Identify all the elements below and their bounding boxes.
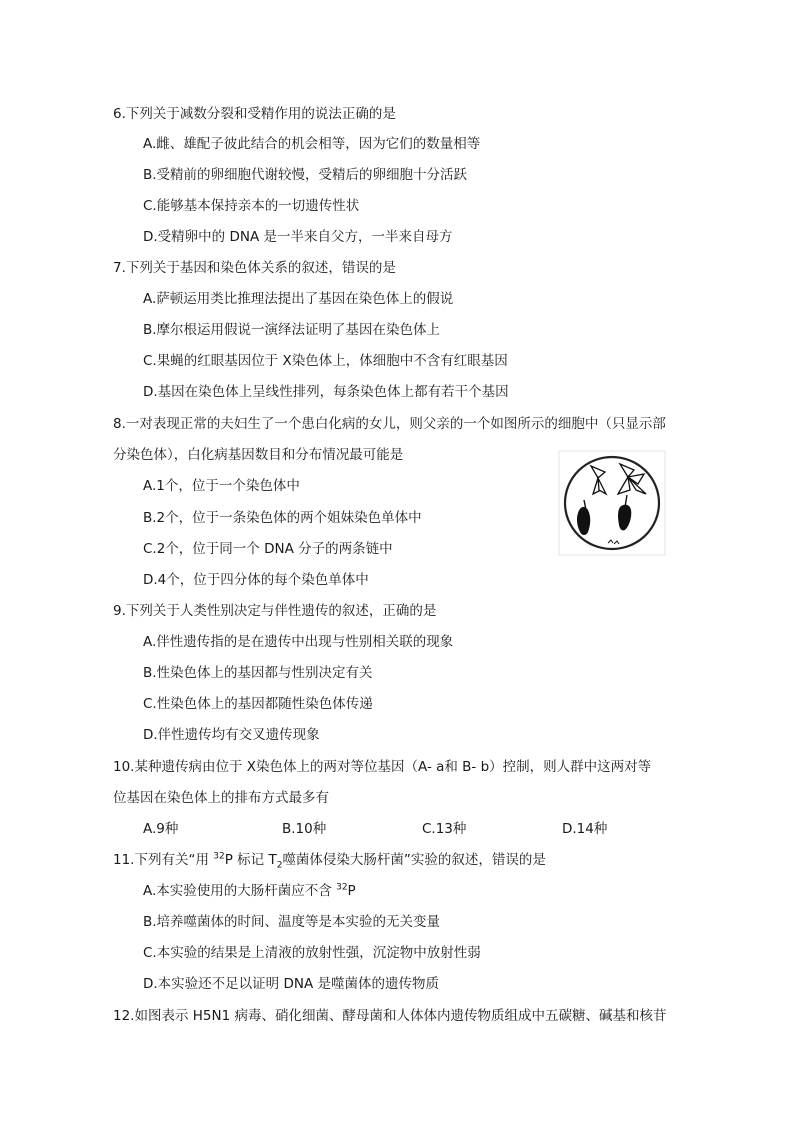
- question-8-option-a: A.1个，位于一个染色体中: [143, 478, 300, 494]
- isotope-mass-number: 32: [336, 882, 348, 893]
- question-11-option-a-text: A.本实验使用的大肠杆菌应不含: [143, 883, 337, 899]
- question-9-option-a: A.伴性遗传指的是在遗传中出现与性别相关联的现象: [143, 634, 454, 650]
- question-10-option-d: D.14种: [562, 821, 608, 837]
- question-6-stem: 6.下列关于减数分裂和受精作用的说法正确的是: [113, 106, 396, 122]
- question-9-stem: 9.下列关于人类性别决定与伴性遗传的叙述，正确的是: [113, 603, 437, 619]
- question-8-option-c: C.2个，位于同一个 DNA 分子的两条链中: [143, 541, 393, 557]
- question-11-option-b: B.培养噬菌体的时间、温度等是本实验的无关变量: [143, 914, 441, 930]
- question-11-option-d: D.本实验还不足以证明 DNA 是噬菌体的遗传物质: [143, 976, 439, 992]
- question-10-option-b: B.10种: [282, 821, 327, 837]
- question-10-stem-line2: 位基因在染色体上的排布方式最多有: [113, 790, 329, 806]
- question-11-stem-part2: P 标记 T: [224, 852, 277, 868]
- question-7-option-d: D.基因在染色体上呈线性排列，每条染色体上都有若干个基因: [143, 384, 509, 400]
- question-8-stem-line2: 分染色体），白化病基因数目和分布情况最可能是: [113, 447, 404, 463]
- question-7-stem: 7.下列关于基因和染色体关系的叙述，错误的是: [113, 260, 396, 276]
- question-11-option-a: [143, 881, 356, 901]
- cell-chromosome-figure: [558, 450, 666, 556]
- question-6-option-b: B.受精前的卵细胞代谢较慢，受精后的卵细胞十分活跃: [143, 167, 468, 183]
- question-9-option-d: D.伴性遗传均有交叉遗传现象: [143, 727, 320, 743]
- question-9-option-c: C.性染色体上的基因都随性染色体传递: [143, 696, 373, 712]
- question-9-option-b: B.性染色体上的基因都与性别决定有关: [143, 665, 373, 681]
- question-7-option-a: A.萨顿运用类比推理法提出了基因在染色体上的假说: [143, 291, 454, 307]
- question-11-stem-part3: 噬菌体侵染大肠杆菌”实验的叙述，错误的是: [282, 852, 546, 868]
- question-6-option-c: C.能够基本保持亲本的一切遗传性状: [143, 198, 360, 214]
- question-11-option-c: C.本实验的结果是上清液的放射性强，沉淀物中放射性弱: [143, 945, 481, 961]
- question-6-option-a: A.雌、雄配子彼此结合的机会相等，因为它们的数量相等: [143, 136, 481, 152]
- question-7-option-b: B.摩尔根运用假说一演绎法证明了基因在染色体上: [143, 322, 441, 338]
- question-12-stem: 12.如图表示 H5N1 病毒、硝化细菌、酵母菌和人体体内遗传物质组成中五碳糖、碱基和核苷: [113, 1008, 667, 1024]
- question-8-stem-line1: 8.一对表现正常的夫妇生了一个患白化病的女儿，则父亲的一个如图所示的细胞中（只显示部: [113, 416, 666, 432]
- question-11-option-a-end: P: [347, 883, 356, 899]
- question-11-stem: [113, 850, 546, 870]
- question-8-option-d: D.4个，位于四分体的每个染色单体中: [143, 572, 369, 588]
- question-11-stem-part1: 11.下列有关“用: [113, 852, 214, 868]
- question-10-option-c: C.13种: [422, 821, 467, 837]
- isotope-mass-number: 32: [213, 851, 225, 862]
- question-6-option-d: D.受精卵中的 DNA 是一半来自父方，一半来自母方: [143, 229, 453, 245]
- question-10-option-a: A.9种: [143, 821, 179, 837]
- question-8-option-b: B.2个，位于一条染色体的两个姐妹染色单体中: [143, 510, 422, 526]
- phage-subscript: 2: [276, 860, 283, 871]
- question-10-stem-line1: 10.某种遗传病由位于 X染色体上的两对等位基因（A- a和 B- b）控制，则人群中这两对等: [113, 759, 652, 775]
- question-7-option-c: C.果蝇的红眼基因位于 X染色体上，体细胞中不含有红眼基因: [143, 353, 508, 369]
